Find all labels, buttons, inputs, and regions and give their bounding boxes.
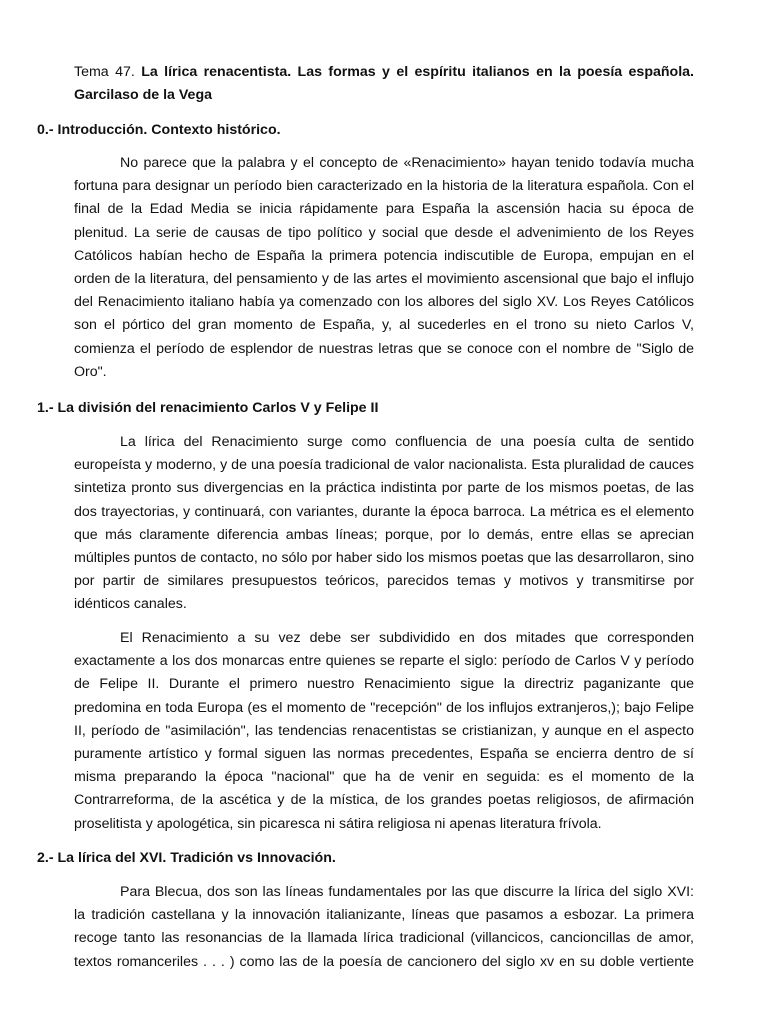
- section-heading-introduccion: 0.- Introducción. Contexto histórico.: [37, 122, 281, 138]
- title-text: La lírica renacentista. Las formas y el espíritu italianos en la poesía española. Garcilaso de la Vega: [74, 64, 694, 103]
- paragraph-introduccion: No parece que la palabra y el concepto de «Renacimiento» hayan tenido todavía mucha fortuna para designar un período bien caracterizado en la historia de la literatura española. Con el final de la Edad Media se inicia rápidamente para España la ascensión hacia su época de plenitud. La serie de causas de tipo político y social que desde el advenimiento de los Reyes Católicos habían hecho de España la primera potencia indiscutible de Europa, empujan en el orden de la literatura, del pensamiento y de las artes el movimiento ascensional que bajo el influjo del Renacimiento italiano había ya comenzado con los albores del siglo XV. Los Reyes Católicos son el pórtico del gran momento de España, y, al sucederles en el trono su nieto Carlos V, comienza el período de esplendor de nuestras letras que se conoce con el nombre de "Siglo de Oro".: [74, 155, 694, 380]
- paragraph-lirica-renacimiento: La lírica del Renacimiento surge como confluencia de una poesía culta de sentido europeísta y moderno, y de una poesía tradicional de valor nacionalista. Esta pluralidad de cauces sintetiza pronto sus divergencias en la práctica indistinta por parte de los mismos poetas, de las dos trayectorias, y continuará, con variantes, durante la época barroca. La métrica es el elemento que más claramente diferencia ambas líneas; porque, por lo demás, entre ellas se aprecian múltiples puntos de contacto, no sólo por haber sido los mismos poetas que las desarrollaron, sino por partir de similares presupuestos teóricos, parecidos temas y motivos y transmitirse por idénticos canales.: [74, 434, 694, 613]
- title-prefix: Tema 47.: [74, 64, 135, 80]
- section-heading-division-renacimiento: 1.- La división del renacimiento Carlos V y Felipe II: [37, 400, 379, 416]
- section-heading-lirica-xvi: 2.- La lírica del XVI. Tradición vs Innovación.: [37, 850, 336, 866]
- paragraph-blecua: Para Blecua, dos son las líneas fundamentales por las que discurre la lírica del siglo XVI: la tradición castellana y la innovación italianizante, líneas que pasamos a esbozar. La primera recoge tanto las resonancias de la llamada lírica tradicional (villancicos, cancioncillas de amor, textos romanceriles . . . ) como las de la poesía de cancionero del siglo xv en su doble vertiente: [74, 884, 694, 970]
- document-title: [74, 61, 694, 107]
- paragraph-subdivision-renacimiento: El Renacimiento a su vez debe ser subdividido en dos mitades que corresponden exactamente a los dos monarcas entre quienes se reparte el siglo: período de Carlos V y período de Felipe II. Durante el primero nuestro Renacimiento sigue la directriz paganizante que predomina en toda Europa (es el momento de "recepción" de los influjos extranjeros,); bajo Felipe II, período de "asimilación", las tendencias renacentistas se cristianizan, y aunque en el aspecto puramente artístico y formal siguen las normas precedentes, España se encierra dentro de sí misma preparando la época "nacional" que ha de venir en seguida: es el momento de la Contrarreforma, de la ascética y de la mística, de los grandes poetas religiosos, de afirmación proselitista y apologética, sin picaresca ni sátira religiosa ni apenas literatura frívola.: [74, 630, 694, 832]
